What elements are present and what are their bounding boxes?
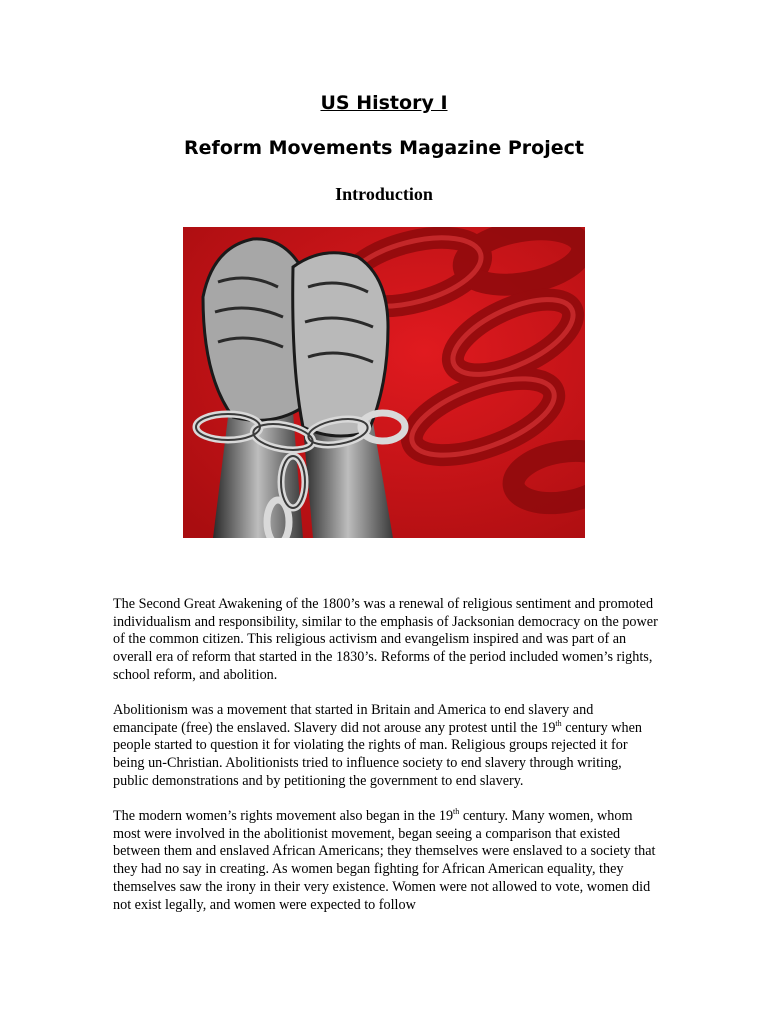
paragraph-second-great-awakening: The Second Great Awakening of the 1800’s was a renewal of religious sentiment and promoted individualism and responsibility, similar to the emphasis of Jacksonian democracy on the power of the common citizen. This religious activism and evangelism inspired and was part of an overall era of reform that started in the 1830’s. Reforms of the period included women’s rights, school reform, and abolition.	[113, 596, 658, 683]
paragraph-womens-rights	[113, 808, 658, 914]
project-title: Reform Movements Magazine Project	[184, 137, 584, 159]
paragraph-abolitionism-part-2: century when people started to question it for violating the rights of man. Religious groups rejected it for being un-Christian. Abolitionists tried to influence society to end slavery through writing, public demonstrations and by petitioning the government to end slavery.	[113, 719, 643, 789]
chained-fists-image	[183, 227, 585, 538]
section-heading: Introduction	[335, 184, 433, 204]
paragraph-womens-rights-part-2: century. Many women, whom most were involved in the abolitionist movement, began seeing a comparison that existed between them and enslaved African Americans; they themselves were enslaved to a society that they had no say in creating. As women began fighting for African American equality, they themselves saw the irony in their very existence. Women were not allowed to vote, women did not exist legally, and women were expected to follow	[113, 808, 656, 913]
paragraph-abolitionism	[113, 702, 658, 791]
course-title: US History I	[320, 92, 448, 114]
ordinal-suffix: th	[453, 807, 460, 816]
paragraph-womens-rights-part-1: The modern women’s rights movement also began in the 19	[113, 808, 454, 824]
paragraph-abolitionism-part-1: Abolitionism was a movement that started in Britain and America to end slavery and emancipate (free) the enslaved. Slavery did not arouse any protest until the 19	[113, 702, 594, 736]
ordinal-suffix: th	[555, 718, 562, 728]
